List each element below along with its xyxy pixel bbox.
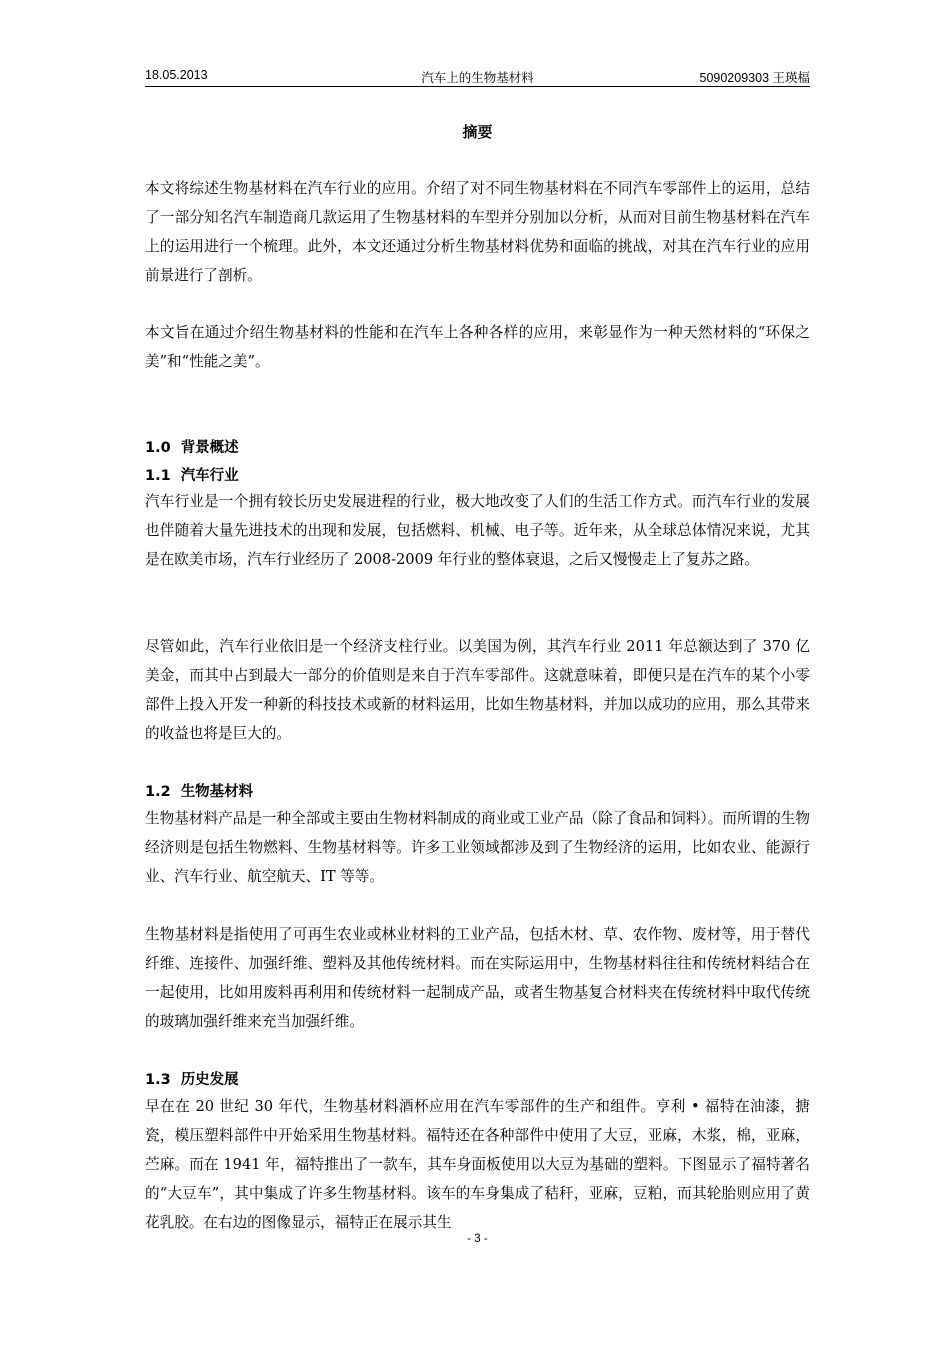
header-author: 5090209303 王瑛楅 xyxy=(699,71,810,85)
section-title: 历史发展 xyxy=(180,1072,239,1088)
section-number: 1.2 xyxy=(145,784,171,800)
section-1-1-paragraph-1: 汽车行业是一个拥有较长历史发展进程的行业，极大地改变了人们的生活工作方式。而汽车行业的发展也伴随着大量先进技术的出现和发展，包括燃料、机械、电子等。近年来，从全球总体情况来说，尤其是在欧美市场，汽车行业经历了 2008-2009 年行业的整体衰退，之后又慢慢走上了复苏之路。 xyxy=(145,493,810,568)
section-number: 1.1 xyxy=(145,468,171,484)
section-heading-1-0 xyxy=(145,436,239,457)
section-1-1-paragraph-2: 尽管如此，汽车行业依旧是一个经济支柱行业。以美国为例，其汽车行业 2011 年总额达到了 370 亿美金，而其中占到最大一部分的价值则是来自于汽车零部件。这就意味着，即便只是在汽车的某个小零部件上投入开发一种新的科技技术或新的材料运用，比如生物基材料，并加以成功的应用，那么其带来的收益也将是巨大的。 xyxy=(145,638,810,742)
section-title: 背景概述 xyxy=(180,440,239,456)
section-1-2-paragraph-1: 生物基材料产品是一种全部或主要由生物材料制成的商业或工业产品（除了食品和饲料）。而所谓的生物经济则是包括生物燃料、生物基材料等。许多工业领域都涉及到了生物经济的运用，比如农业、能源行业、汽车行业、航空航天、IT 等等。 xyxy=(145,810,810,885)
section-heading-1-3 xyxy=(145,1068,239,1089)
abstract-paragraph-1: 本文将综述生物基材料在汽车行业的应用。介绍了对不同生物基材料在不同汽车零部件上的运用，总结了一部分知名汽车制造商几款运用了生物基材料的车型并分别加以分析，从而对目前生物基材料在汽车上的运用进行一个梳理。此外，本文还通过分析生物基材料优势和面临的挑战，对其在汽车行业的应用前景进行了剖析。 xyxy=(145,180,810,284)
page-number: - 3 - xyxy=(467,1233,488,1245)
abstract-title: 摘要 xyxy=(462,123,493,141)
section-1-3-paragraph-1: 早在在 20 世纪 30 年代，生物基材料酒杯应用在汽车零部件的生产和组件。亨利 • 福特在油漆，搪瓷，模压塑料部件中开始采用生物基材料。福特还在各种部件中使用了大豆，亚麻，木浆，棉，亚麻，苎麻。而在 1941 年，福特推出了一款车，其车身面板使用以大豆为基础的塑料。下图显示了福特著名的“大豆车”，其中集成了许多生物基材料。该车的车身集成了秸秆，亚麻，豆粕，而其轮胎则应用了黄花乳胶。在右边的图像显示，福特正在展示其生 xyxy=(145,1098,810,1231)
header-date: 18.05.2013 xyxy=(145,68,208,82)
page-header xyxy=(145,66,810,87)
header-doc-title: 汽车上的生物基材料 xyxy=(421,71,534,85)
section-title: 汽车行业 xyxy=(180,468,239,484)
section-heading-1-1 xyxy=(145,464,239,485)
section-title: 生物基材料 xyxy=(180,784,254,800)
section-number: 1.3 xyxy=(145,1072,171,1088)
section-heading-1-2 xyxy=(145,780,253,801)
abstract-paragraph-2: 本文旨在通过介绍生物基材料的性能和在汽车上各种各样的应用，来彰显作为一种天然材料的“环保之美”和“性能之美”。 xyxy=(145,324,810,370)
section-number: 1.0 xyxy=(145,440,171,456)
section-1-2-paragraph-2: 生物基材料是指使用了可再生农业或林业材料的工业产品，包括木材、草、农作物、废材等，用于替代纤维、连接件、加强纤维、塑料及其他传统材料。而在实际运用中，生物基材料往往和传统材料结合在一起使用，比如用废料再利用和传统材料一起制成产品，或者生物基复合材料夹在传统材料中取代传统的玻璃加强纤维来充当加强纤维。 xyxy=(145,926,810,1030)
